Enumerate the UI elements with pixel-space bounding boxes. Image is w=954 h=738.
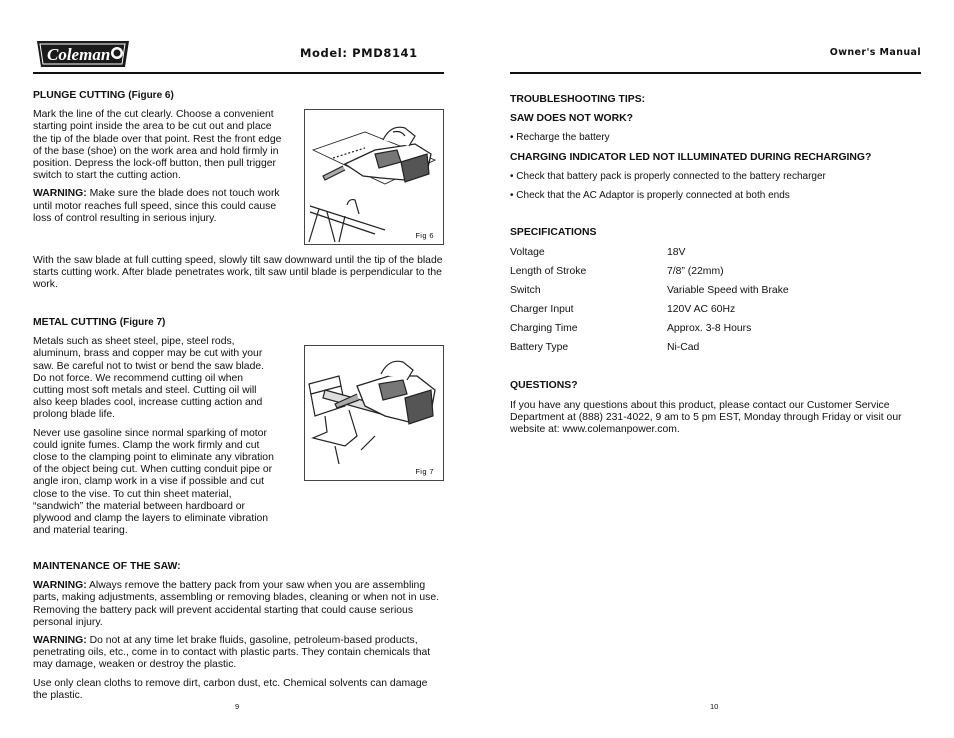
maintenance-paragraph: Use only clean cloths to remove dirt, carbon dust, etc. Chemical solvents can damage the plastic. xyxy=(33,677,428,701)
header-rule-left xyxy=(33,72,444,74)
plunge-cut-illustration xyxy=(305,110,443,244)
maintenance-heading: MAINTENANCE OF THE SAW: xyxy=(33,561,181,572)
spec-row: Charging Time Approx. 3-8 Hours xyxy=(510,322,752,334)
spec-row: Charger Input 120V AC 60Hz xyxy=(510,303,736,315)
maintenance-section xyxy=(33,561,443,702)
maintenance-warning-2: WARNING: Do not at any time let brake fluids, gasoline, petroleum-based products, penetrating oils, etc., come in to contact with plastic parts. They contain chemicals that may damage, weaken or destroy the plastic. xyxy=(33,635,431,671)
maintenance-warning-1: WARNING: Always remove the battery pack from your saw when you are assembling parts, making adjustments, assembling or removing blades, cleaning or when not in use. Removing the battery pack will prevent accidental starting that could cause serious personal injury. xyxy=(33,580,440,628)
led-item-2: • Check that the AC Adaptor is properly connected at both ends xyxy=(510,190,790,202)
spec-row: Length of Stroke 7/8” (22mm) xyxy=(510,265,724,277)
page-number-left: 9 xyxy=(235,702,240,711)
page-number-right: 10 xyxy=(710,702,719,711)
header-rule-right xyxy=(510,72,921,74)
plunge-heading: PLUNGE CUTTING (Figure 6) xyxy=(33,90,174,101)
coleman-logo xyxy=(33,38,133,70)
metal-heading: METAL CUTTING (Figure 7) xyxy=(33,317,166,328)
saw-not-work-item: • Recharge the battery xyxy=(510,132,610,144)
figure-7-caption: Fig 7 xyxy=(415,467,434,476)
metal-paragraph-1: Metals such as sheet steel, pipe, steel rods, aluminum, brass and copper may be cut with your saw. Be careful not to twist or bend the saw blade. Do not force. We recommend cutting oil when cutting most soft metals and steel. Cutting oil will also keep blades cool, increase cutting action and prolong blade life. xyxy=(33,336,265,421)
metal-paragraph-2-wrap xyxy=(33,428,443,538)
plunge-paragraph-2: With the saw blade at full cutting speed, slowly tilt saw downward until the tip of the blade starts cutting work. After blade penetrates work, tilt saw until blade is perpendicular to the work. xyxy=(33,255,443,291)
questions-paragraph: If you have any questions about this product, please contact our Customer Service Department at (888) 231-4022, 9 am to 5 pm EST, Monday through Friday or visit our website at: www.colemanpower.com. xyxy=(510,399,902,436)
figure-6 xyxy=(304,109,444,245)
logo-text: Coleman xyxy=(47,45,111,64)
metal-cutting-section xyxy=(33,317,443,560)
plunge-cutting-section xyxy=(33,90,283,225)
specifications-table xyxy=(510,243,922,357)
metal-paragraph-2: Never use gasoline since normal sparking of motor could ignite fumes. Clamp the work firmly and cut close to the clamping point to eliminate any vibration of the object being cut. When cutting conduit pipe or angle iron, clamp work in a vise if possible and cut close to the vise. To cut thin sheet material, “sandwich” the material between hardboard or plywood and clamp the layers to eliminate vibration and material tearing. xyxy=(33,427,274,537)
spec-row: Switch Variable Speed with Brake xyxy=(510,284,789,296)
led-heading: CHARGING INDICATOR LED NOT ILLUMINATED DURING RECHARGING? xyxy=(510,151,872,163)
saw-not-work-heading: SAW DOES NOT WORK? xyxy=(510,113,633,125)
questions-heading: QUESTIONS? xyxy=(510,380,578,392)
plunge-paragraph-1: Mark the line of the cut clearly. Choose a convenient starting point inside the area to be cut out and place the tip of the blade over that point. Rest the front edge of the base (shoe) on the work area and hold firmly in position. Depress the lock-off button, then pull trigger switch to start the cutting action. xyxy=(33,109,282,182)
led-item-1: • Check that battery pack is properly connected to the battery recharger xyxy=(510,170,826,182)
spec-row: Battery Type Ni-Cad xyxy=(510,341,700,353)
owners-manual-label: Owner's Manual xyxy=(829,47,921,58)
troubleshooting-heading: TROUBLESHOOTING TIPS: xyxy=(510,94,646,105)
figure-6-caption: Fig 6 xyxy=(415,231,434,240)
plunge-warning: WARNING: Make sure the blade does not touch work until motor reaches full speed, since this could cause loss of control resulting in serious injury. xyxy=(33,188,280,224)
specifications-heading: SPECIFICATIONS xyxy=(510,227,597,239)
model-number: Model: PMD8141 xyxy=(300,46,418,60)
spec-row: Voltage 18V xyxy=(510,246,686,258)
right-column xyxy=(510,94,922,436)
